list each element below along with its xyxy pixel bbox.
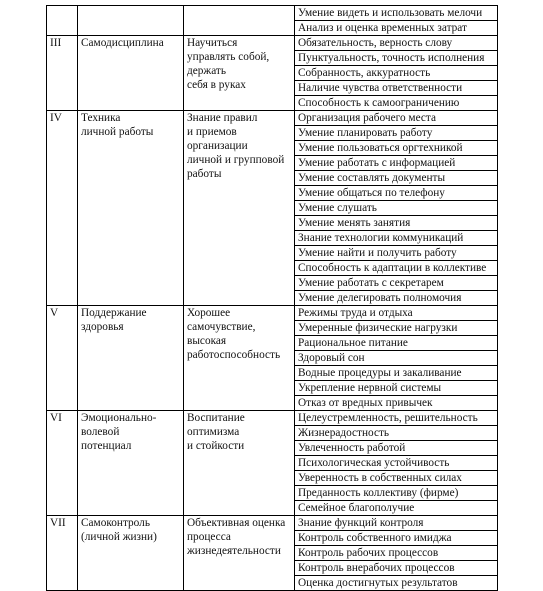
section-goal-line: и приемов [187, 126, 237, 138]
item-cell: Целеустремленность, решительность [295, 411, 498, 426]
section-name-line: Поддержание [81, 307, 147, 319]
item-cell: Умение общаться по телефону [295, 186, 498, 201]
section-goal-line: жизнедеятельности [187, 545, 281, 557]
item-cell: Умение слушать [295, 201, 498, 216]
item-cell: Анализ и оценка временных затрат [295, 21, 498, 36]
section-name-line: личной работы [81, 126, 154, 138]
section-name-line: волевой [81, 426, 120, 438]
section-name-line: Техника [81, 112, 121, 124]
item-cell: Контроль собственного имиджа [295, 531, 498, 546]
item-cell: Способность к самоограничению [295, 96, 498, 111]
section-number: V [47, 306, 78, 411]
section-name [78, 306, 184, 411]
item-cell: Умение работать с секретарем [295, 276, 498, 291]
table-row [47, 516, 498, 531]
item-cell: Рациональное питание [295, 336, 498, 351]
section-number: IV [47, 111, 78, 306]
item-cell: Умение составлять документы [295, 171, 498, 186]
item-cell: Контроль рабочих процессов [295, 546, 498, 561]
section-goal [184, 516, 295, 591]
section-goal [184, 111, 295, 306]
item-cell: Увлеченность работой [295, 441, 498, 456]
section-goal-line: держать [187, 65, 227, 77]
section-name-line: Самодисциплина [81, 37, 164, 49]
section-goal-line: работы [187, 168, 222, 180]
item-cell: Режимы труда и отдыха [295, 306, 498, 321]
section-name [78, 36, 184, 111]
table-row [47, 111, 498, 126]
section-goal-line: Научиться [187, 37, 238, 49]
document-page [46, 5, 496, 591]
item-cell: Умение пользоваться оргтехникой [295, 141, 498, 156]
section-goal-line: процесса [187, 531, 231, 543]
section-name-line: Самоконтроль [81, 517, 150, 529]
section-goal-line: Хорошее [187, 307, 231, 319]
section-goal-line: Объективная оценка [187, 517, 286, 529]
item-cell: Жизнерадостность [295, 426, 498, 441]
table-row [47, 6, 498, 21]
section-name-line: здоровья [81, 321, 124, 333]
section-goal-line: Знание правил [187, 112, 258, 124]
section-name-cell [78, 6, 184, 36]
section-goal-line: высокая [187, 335, 227, 347]
item-cell: Отказ от вредных привычек [295, 396, 498, 411]
section-goal-line: и стойкости [187, 440, 245, 452]
self-management-table [46, 5, 498, 591]
item-cell: Укрепление нервной системы [295, 381, 498, 396]
item-cell: Контроль внерабочих процессов [295, 561, 498, 576]
table-row [47, 411, 498, 426]
item-cell: Пунктуальность, точность исполнения [295, 51, 498, 66]
section-goal-line: себя в руках [187, 79, 246, 91]
item-cell: Собранность, аккуратность [295, 66, 498, 81]
item-cell: Здоровый сон [295, 351, 498, 366]
item-cell: Организация рабочего места [295, 111, 498, 126]
item-cell: Водные процедуры и закаливание [295, 366, 498, 381]
section-goal-cell [184, 6, 295, 36]
item-cell: Умение делегировать полномочия [295, 291, 498, 306]
section-number: VII [47, 516, 78, 591]
section-goal-line: оптимизма [187, 426, 240, 438]
item-cell: Преданность коллективу (фирме) [295, 486, 498, 501]
item-cell: Умение планировать работу [295, 126, 498, 141]
section-goal [184, 36, 295, 111]
item-cell: Умение менять занятия [295, 216, 498, 231]
item-cell: Знание функций контроля [295, 516, 498, 531]
item-cell: Психологическая устойчивость [295, 456, 498, 471]
section-name [78, 111, 184, 306]
section-goal [184, 306, 295, 411]
section-number: III [47, 36, 78, 111]
item-cell: Знание технологии коммуникаций [295, 231, 498, 246]
item-cell: Умение найти и получить работу [295, 246, 498, 261]
item-cell: Умение видеть и использовать мелочи [295, 6, 498, 21]
item-cell: Обязательность, верность слову [295, 36, 498, 51]
item-cell: Оценка достигнутых результатов [295, 576, 498, 591]
section-name [78, 411, 184, 516]
item-cell: Умение работать с информацией [295, 156, 498, 171]
section-name [78, 516, 184, 591]
item-cell: Уверенность в собственных силах [295, 471, 498, 486]
item-cell: Умеренные физические нагрузки [295, 321, 498, 336]
table-row [47, 306, 498, 321]
section-name-line: потенциал [81, 440, 132, 452]
section-goal [184, 411, 295, 516]
section-number: VI [47, 411, 78, 516]
section-goal-line: Воспитание [187, 412, 245, 424]
section-name-line: (личной жизни) [81, 531, 157, 543]
section-goal-line: управлять собой, [187, 51, 270, 63]
item-cell: Способность к адаптации в коллективе [295, 261, 498, 276]
section-num-cell [47, 6, 78, 36]
item-cell: Семейное благополучие [295, 501, 498, 516]
section-goal-line: самочувствие, [187, 321, 256, 333]
section-goal-line: организации [187, 140, 248, 152]
section-goal-line: работоспособность [187, 349, 281, 361]
section-name-line: Эмоционально- [81, 412, 157, 424]
section-goal-line: личной и групповой [187, 154, 285, 166]
table-row [47, 36, 498, 51]
item-cell: Наличие чувства ответственности [295, 81, 498, 96]
